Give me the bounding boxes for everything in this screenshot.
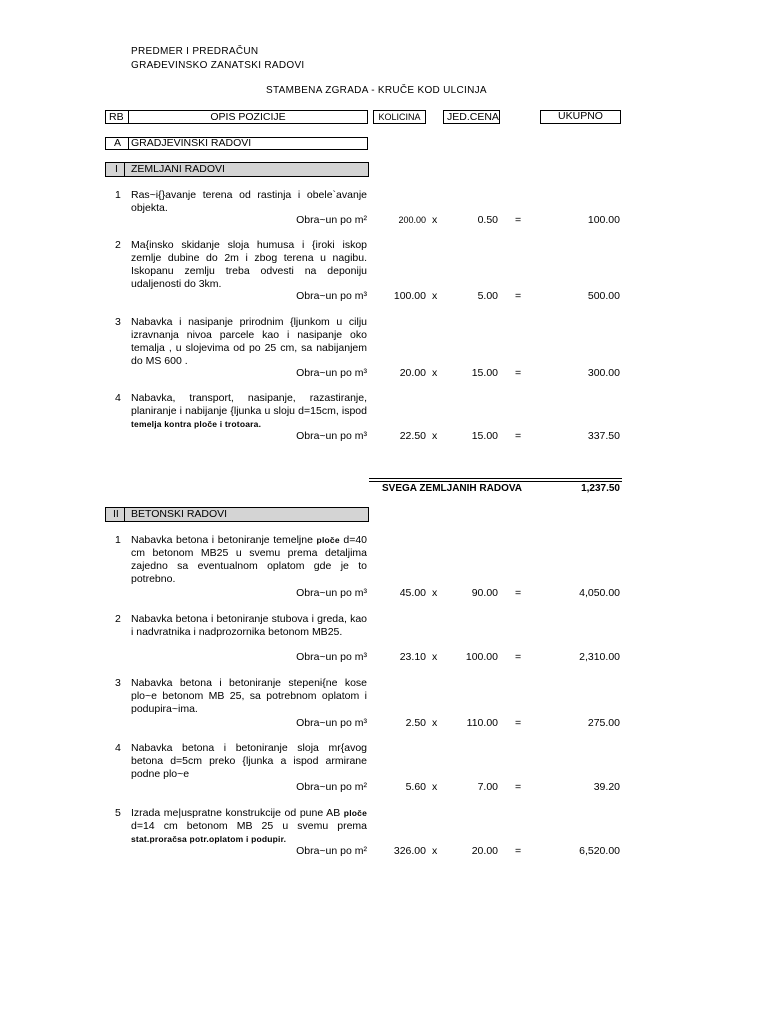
item-quantity: 22.50 (399, 430, 426, 442)
item-quantity: 326.00 (393, 845, 426, 857)
col-opis: OPIS POZICIJE (210, 111, 286, 123)
item-times: x (432, 845, 438, 857)
item-description: Nabavka betona i betoniranje stepeni{ne kose plo~e betonom MB 25, sa potrebnom oplatom i podupira~ima. (131, 677, 367, 715)
item-times: x (432, 367, 438, 379)
item-unit-price: 7.00 (477, 781, 498, 793)
section-a-title: GRADJEVINSKI RADOVI (131, 137, 252, 149)
item-description: Nabavka betona i betoniranje sloja mr{avog betona d=5cm preko {ljunka a ispod armirane podne plo~e (131, 742, 367, 780)
item-number: 3 (115, 677, 121, 689)
item-equals: = (515, 717, 522, 729)
item-total: 100.00 (587, 214, 620, 226)
item-unit: Obra~un po m² (296, 845, 367, 857)
item-equals: = (515, 781, 522, 793)
item-description: Ma{insko skidanje sloja humusa i {iroki iskop zemlje dubine do 2m i zbog terena u nagibu. Iskopanu zemlju treba odvesti na deponiju udaljenosti do 3km. (131, 239, 367, 290)
item-equals: = (515, 651, 522, 663)
section-ii-header (105, 507, 369, 522)
item-unit-price: 5.00 (477, 290, 498, 302)
item-times: x (432, 587, 438, 599)
project-title: STAMBENA ZGRADA - KRUČE KOD ULCINJA (266, 85, 487, 96)
item-times: x (432, 781, 438, 793)
total-rule-top (369, 478, 622, 479)
item-unit-price: 15.00 (471, 367, 498, 379)
item-unit: Obra~un po m³ (296, 290, 367, 302)
item-number: 3 (115, 316, 121, 328)
item-times: x (432, 651, 438, 663)
item-equals: = (515, 214, 522, 226)
item-unit: Obra~un po m³ (296, 651, 367, 663)
col-jed-cena: JED.CENA (447, 111, 499, 123)
item-description: Nabavka i nasipanje prirodnim {ljunkom u cilju izravnanja nivoa parcele kao i nasipanje oko temalja , u slojevima od po 25 cm, sa nabijanjem do MS 600 . (131, 316, 367, 367)
item-description: Izrada me|uspratne konstrukcije od pune AB ploče d=14 cm betonom MB 25 u svemu prema stat.proračsa potr.oplatom i podupir. (131, 807, 367, 844)
item-times: x (432, 430, 438, 442)
item-unit-price: 110.00 (466, 717, 498, 729)
item-total: 6,520.00 (579, 845, 620, 857)
doc-title-line1: PREDMER I PREDRAČUN (131, 46, 259, 57)
item-times: x (432, 214, 438, 226)
item-number: 4 (115, 742, 121, 754)
item-unit-price: 100.00 (465, 651, 498, 663)
item-times: x (432, 717, 438, 729)
item-unit-price: 0.50 (477, 214, 498, 226)
col-kolicina: KOLICINA (378, 112, 421, 122)
doc-title-line2: GRAĐEVINSKO ZANATSKI RADOVI (131, 60, 305, 71)
item-unit: Obra~un po m² (296, 781, 367, 793)
total-rule-bottom (369, 481, 622, 482)
item-quantity: 45.00 (399, 587, 426, 599)
section-i-title: ZEMLJANI RADOVI (131, 163, 225, 175)
item-quantity: 200.00 (398, 215, 426, 225)
item-total: 275.00 (587, 717, 620, 729)
item-equals: = (515, 290, 522, 302)
item-equals: = (515, 430, 522, 442)
item-total: 337.50 (587, 430, 620, 442)
item-unit: Obra~un po m³ (296, 717, 367, 729)
item-equals: = (515, 587, 522, 599)
item-quantity: 20.00 (399, 367, 426, 379)
item-description: Nabavka, transport, nasipanje, razastiranje, planiranje i nabijanje {ljunka u sloju d=15cm, ispod temelja kontra ploče i trotoara. (131, 392, 367, 429)
item-number: 2 (115, 613, 121, 625)
item-quantity: 2.50 (405, 717, 426, 729)
section-ii-title: BETONSKI RADOVI (131, 508, 228, 520)
item-unit: Obra~un po m³ (296, 430, 367, 442)
col-ukupno: UKUPNO (558, 110, 603, 122)
item-number: 2 (115, 239, 121, 251)
item-total: 300.00 (587, 367, 620, 379)
section-ii-code: II (113, 508, 119, 520)
item-total: 2,310.00 (579, 651, 620, 663)
item-quantity: 100.00 (393, 290, 426, 302)
item-total: 39.20 (593, 781, 620, 793)
section-i-total-label: SVEGA ZEMLJANIH RADOVA (382, 483, 523, 494)
item-number: 1 (115, 189, 121, 201)
section-i-total-value: 1,237.50 (581, 483, 620, 494)
item-number: 5 (115, 807, 121, 819)
item-unit-price: 15.00 (471, 430, 498, 442)
item-equals: = (515, 845, 522, 857)
item-total: 500.00 (587, 290, 620, 302)
col-rb: RB (109, 111, 124, 123)
item-total: 4,050.00 (579, 587, 620, 599)
item-unit-price: 90.00 (471, 587, 498, 599)
item-quantity: 5.60 (405, 781, 426, 793)
item-unit: Obra~un po m² (296, 214, 367, 226)
section-i-header (105, 162, 369, 177)
item-unit: Obra~un po m³ (296, 367, 367, 379)
item-description: Nabavka betona i betoniranje temeljne ploče d=40 cm betonom MB25 u svemu prema detaljima zajedno sa eventualnom oplatom gde je to potrebno. (131, 534, 368, 585)
item-quantity: 23.10 (399, 651, 426, 663)
item-description: Ras~i{}avanje terena od rastinja i obele`avanje objekta. (131, 189, 367, 214)
item-equals: = (515, 367, 522, 379)
item-unit: Obra~un po m³ (296, 587, 367, 599)
item-number: 4 (115, 392, 121, 404)
item-times: x (432, 290, 438, 302)
item-description: Nabavka betona i betoniranje stubova i greda, kao i nadvratnika i nadprozornika betonom MB25. (131, 613, 367, 638)
item-number: 1 (115, 534, 121, 546)
section-a-code: A (114, 137, 122, 149)
item-unit-price: 20.00 (471, 845, 498, 857)
section-i-code: I (115, 163, 118, 175)
